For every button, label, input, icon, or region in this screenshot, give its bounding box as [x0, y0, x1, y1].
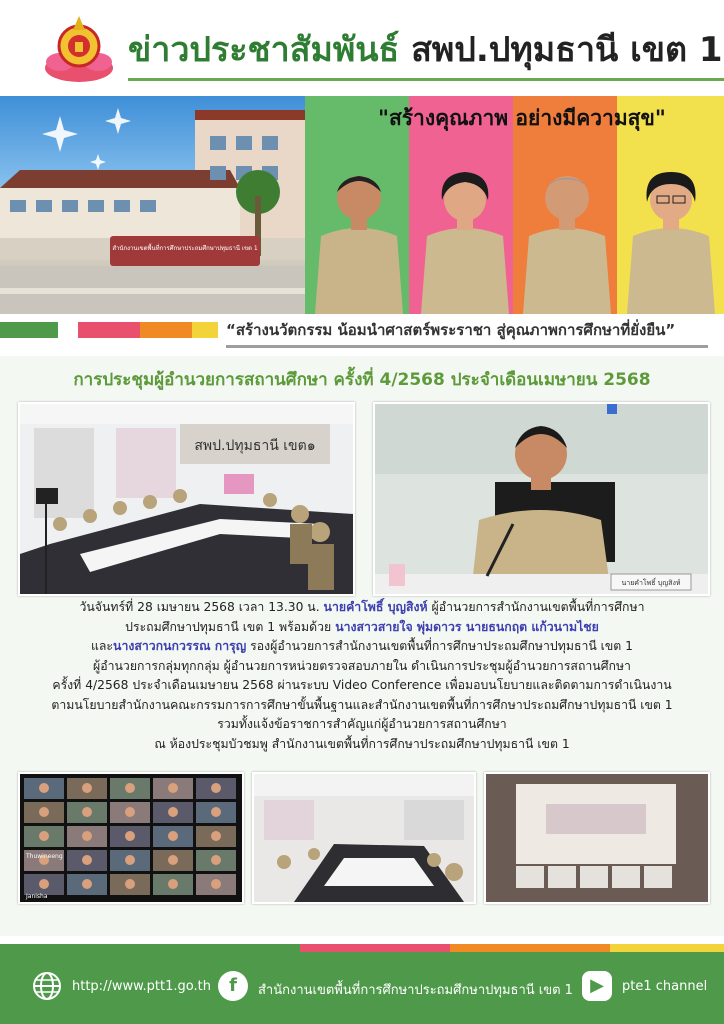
participant-label-1: Thuwineeng	[26, 853, 63, 860]
footer-stripe-orange	[450, 944, 610, 952]
participant-face	[125, 807, 135, 817]
deputy-portrait-1	[417, 154, 513, 314]
title-black: สพป.ปทุมธานี เขต 1	[411, 30, 723, 70]
participant-face	[125, 879, 135, 889]
nameplate: นายคำโพธิ์ บุญสิงห์	[621, 579, 681, 587]
strip-orange	[140, 322, 192, 338]
director-portrait	[311, 154, 407, 314]
title-green: ข่าวประชาสัมพันธ์	[128, 30, 400, 70]
banner-slogan: "สร้างคุณภาพ อย่างมีความสุข"	[378, 106, 666, 130]
youtube-link[interactable]: pte1 channel	[622, 979, 708, 994]
participant-face	[39, 783, 49, 793]
banner	[0, 96, 724, 314]
strip-yellow	[192, 322, 218, 338]
meeting-sign: สพป.ปทุมธานี เขต๑	[194, 438, 316, 454]
footer	[0, 952, 724, 1024]
participant-face	[39, 879, 49, 889]
participant-face	[211, 807, 221, 817]
building-photo	[0, 96, 305, 314]
participant-face	[211, 783, 221, 793]
footer-stripe-yellow	[610, 944, 724, 952]
footer-stripe-pink	[300, 944, 450, 952]
participant-face	[82, 807, 92, 817]
body-line-3: และนางสาวกนกวรรณ การุญ รองผู้อำนวยการสำนักงานเขตพื้นที่การศึกษาประถมศึกษาปทุมธานี เขต 1	[90, 639, 634, 653]
video-conference-grid-photo	[18, 772, 244, 904]
participant-face	[82, 879, 92, 889]
building-sign: สำนักงานเขตพื้นที่การศึกษาประถมศึกษาปทุมธานี เขต 1	[112, 245, 258, 252]
deputy-portrait-2	[519, 154, 615, 314]
participant-face	[39, 831, 49, 841]
meeting-table-photo	[252, 772, 476, 904]
director-name: นายคำโพธิ์ บุญสิงห์	[323, 600, 428, 614]
header	[0, 0, 724, 92]
vision-slogan: “สร้างนวัตกรรม น้อมนำศาสตร์พระราชา สู่คุณภาพการศึกษาที่ยั่งยืน”	[226, 321, 676, 339]
meeting-room-photo	[18, 402, 355, 596]
participant-face	[168, 831, 178, 841]
projection-screen-photo	[484, 772, 710, 904]
participant-face	[39, 807, 49, 817]
participant-face	[125, 855, 135, 865]
director-speaking-photo	[373, 402, 710, 596]
participant-face	[211, 855, 221, 865]
participant-face	[125, 831, 135, 841]
body-line-2: ประถมศึกษาปทุมธานี เขต 1 พร้อมด้วย นางสาวสายใจ พุ่มดาวร นายธนกฤต แก้วนามไชย	[125, 619, 599, 634]
participant-face	[168, 879, 178, 889]
body-line-5: ครั้งที่ 4/2568 ประจำเดือนเมษายน 2568 ผ่านระบบ Video Conference เพื่อมอบนโยบายและติดตามการดำเนินงาน	[52, 678, 672, 692]
slogan-underline	[226, 345, 708, 348]
header-underline	[128, 78, 724, 81]
participant-label-2: Janisha	[26, 893, 48, 900]
body-line-6: ตามนโยบายสำนักงานคณะกรรมการการศึกษาขั้นพื้นฐานและสำนักงานเขตพื้นที่การศึกษาประถมศึกษาปทุมธานี เขต 1	[51, 697, 673, 712]
body-line-4: ผู้อำนวยการกลุ่มทุกกลุ่ม ผู้อำนวยการหน่วยตรวจสอบภายใน ดำเนินการประชุมผู้อำนวยการสถานศึกษา	[93, 658, 631, 673]
youtube-icon[interactable]: ▶	[582, 971, 612, 1001]
article-body	[20, 598, 704, 754]
strip-green	[0, 322, 58, 338]
participant-face	[82, 855, 92, 865]
article-headline: การประชุมผู้อำนวยการสถานศึกษา ครั้งที่ 4/2568 ประจำเดือนเมษายน 2568	[73, 370, 651, 390]
facebook-link[interactable]: สำนักงานเขตพื้นที่การศึกษาประถมศึกษาปทุมธานี เขต 1	[258, 983, 573, 998]
facebook-icon[interactable]: f	[218, 971, 248, 1001]
deputy-portrait-3	[623, 154, 719, 314]
body-line-7: รวมทั้งแจ้งข้อราชการสำคัญแก่ผู้อำนวยการสถานศึกษา	[217, 717, 507, 731]
deputy-names: นางสาวสายใจ พุ่มดาวร นายธนกฤต แก้วนามไชย	[335, 619, 599, 634]
participant-face	[168, 783, 178, 793]
participant-face	[82, 783, 92, 793]
participant-face	[211, 831, 221, 841]
body-line-8: ณ ห้องประชุมบัวชมพู สำนักงานเขตพื้นที่การศึกษาประถมศึกษาปทุมธานี เขต 1	[154, 736, 570, 751]
strip-pink	[78, 322, 140, 338]
footer-stripe-green	[0, 944, 300, 952]
office-logo	[40, 12, 118, 84]
participant-face	[82, 831, 92, 841]
deputy-name-3: นางสาวกนกวรรณ การุญ	[113, 639, 247, 653]
participant-face	[125, 783, 135, 793]
page-title	[128, 22, 723, 76]
globe-icon	[32, 971, 62, 1001]
participant-face	[211, 879, 221, 889]
website-link[interactable]: http://www.ptt1.go.th	[72, 979, 211, 994]
body-line-1: วันจันทร์ที่ 28 เมษายน 2568 เวลา 13.30 น. นายคำโพธิ์ บุญสิงห์ ผู้อำนวยการสำนักงานเขตพื้นที่การศึกษา	[79, 600, 645, 614]
participant-face	[168, 855, 178, 865]
participant-face	[168, 807, 178, 817]
